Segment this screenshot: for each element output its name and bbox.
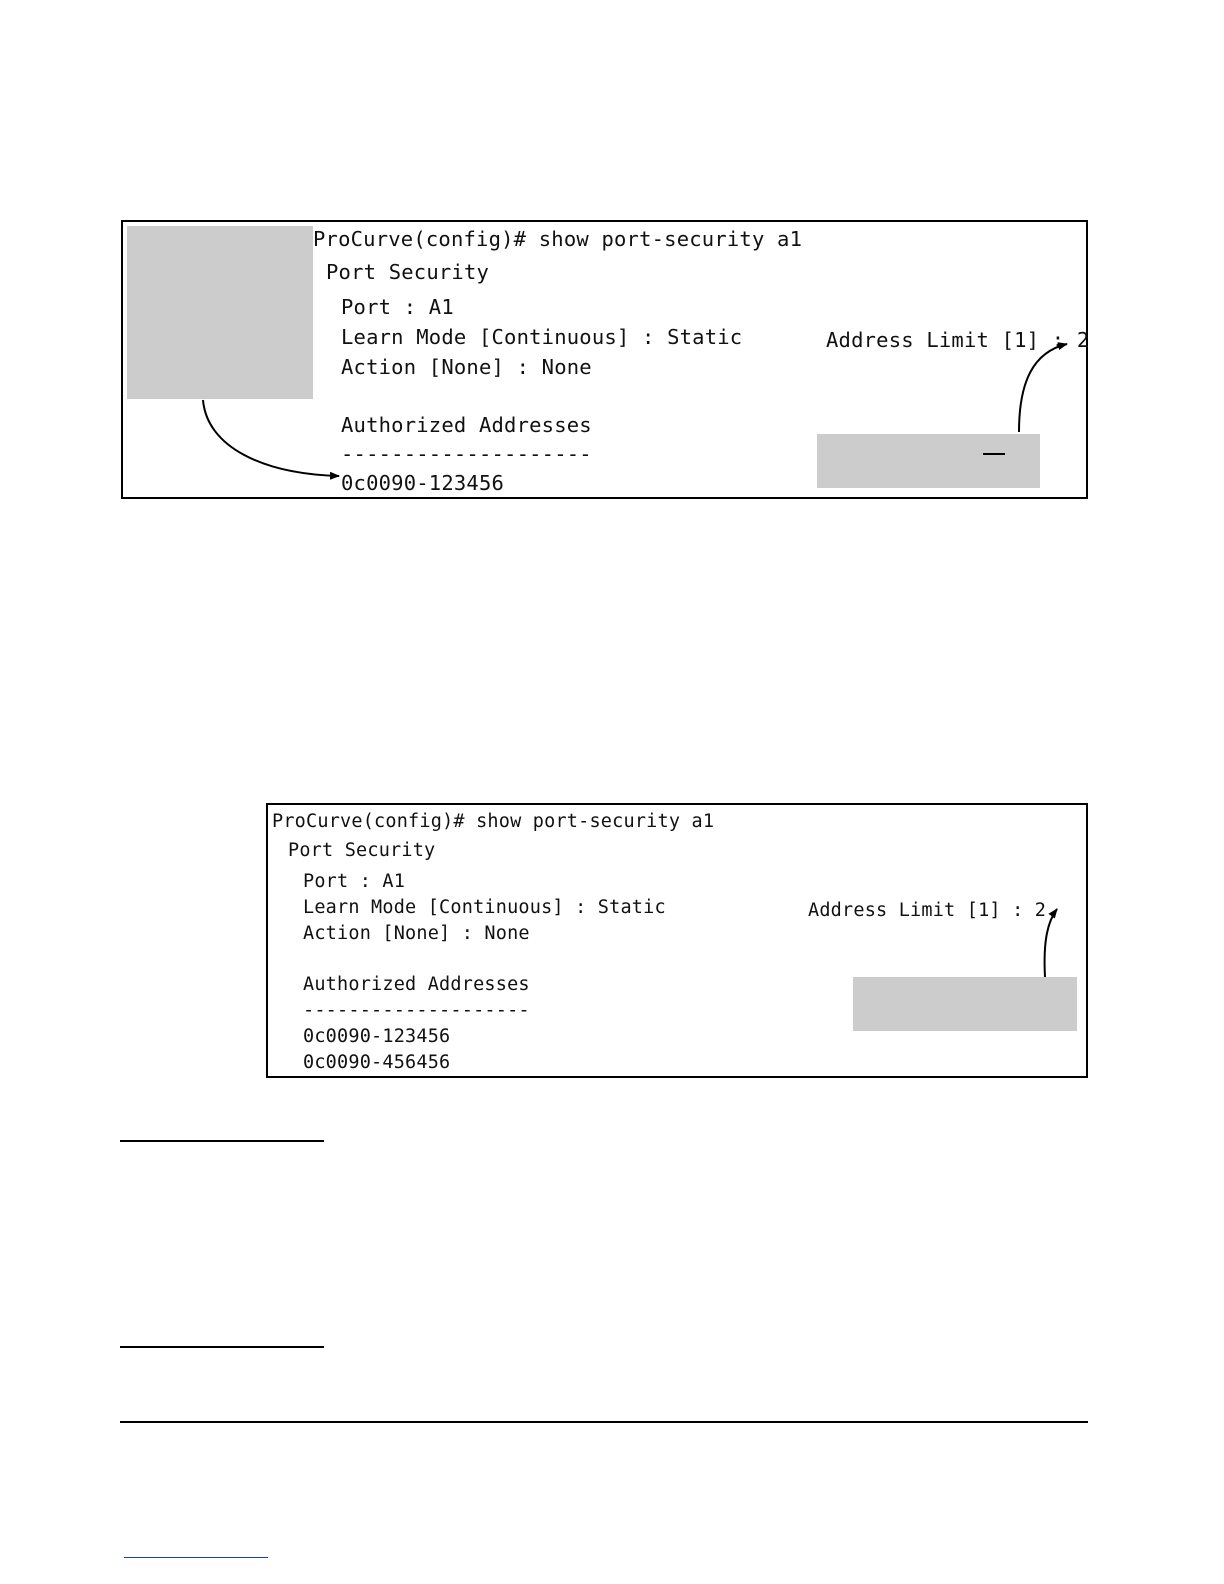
arrow-to-limit [1045,909,1057,977]
section-rule-short [120,1140,324,1142]
arrows-layer [268,805,1090,1080]
address-line: 0c0090-123456 [341,471,505,495]
address-line: 0c0090-123456 [303,1026,451,1047]
arrow-to-address [203,400,339,476]
footer-rule [120,1421,1088,1423]
learn-mode-line: Learn Mode [Continuous] : Static [303,897,666,918]
arrows-layer [123,222,1090,501]
terminal-screenshot-2 [266,803,1088,1078]
address-limit-line: Address Limit [1] : 2 [808,900,1047,921]
address-limit-line: Address Limit [1] : 2 [826,328,1090,352]
action-line: Action [None] : None [303,923,530,944]
section-heading: Port Security [326,260,490,284]
address-line: 0c0090-456456 [303,1052,451,1073]
separator-line: -------------------- [303,1000,530,1021]
section-heading: Port Security [288,840,436,861]
footer-link-underline [124,1557,268,1558]
authorized-heading: Authorized Addresses [341,413,592,437]
section-rule-short [120,1346,324,1348]
learn-mode-line: Learn Mode [Continuous] : Static [341,325,743,349]
command-prompt: ProCurve(config)# show port-security a1 [272,811,715,832]
command-prompt: ProCurve(config)# show port-security a1 [313,227,803,251]
port-line: Port : A1 [303,871,406,892]
authorized-heading: Authorized Addresses [303,974,530,995]
action-line: Action [None] : None [341,355,592,379]
arrow-to-limit [1019,344,1067,432]
port-line: Port : A1 [341,295,454,319]
separator-line: -------------------- [341,442,592,466]
terminal-screenshot-1 [121,220,1088,499]
